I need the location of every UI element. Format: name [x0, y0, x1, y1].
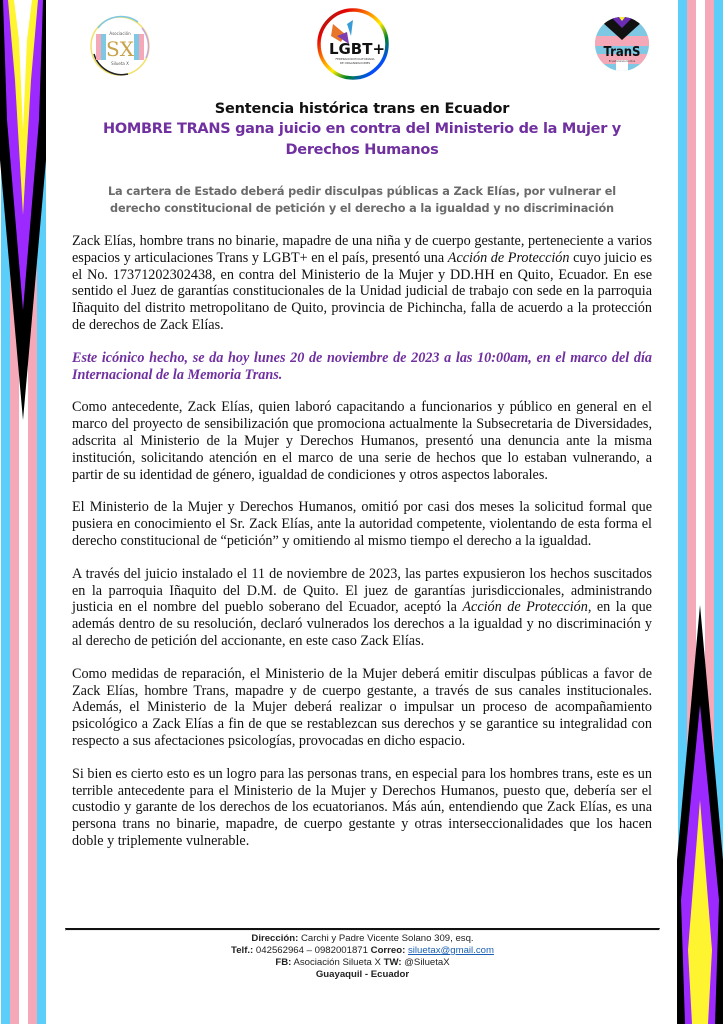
trans-mark: TranS	[603, 45, 641, 60]
document-headline: HOMBRE TRANS gana juicio en contra del Ministerio de la Mujer y Derechos Humanos	[103, 121, 621, 158]
lead-highlight: Este icónico hecho, se da hoy lunes 20 de noviembre de 2023 a las 10:00am, en el marco del día Internacional de la Memoria Trans.	[72, 349, 652, 383]
sx-mark: SX	[106, 37, 134, 61]
svg-text:Silueta X: Silueta X	[111, 61, 129, 66]
letterhead-footer	[65, 928, 660, 981]
paragraph-5: Como medidas de reparación, el Ministerio de la Mujer deberá emitir disculpas públicas a favor de Zack Elías, hombre Trans, mapadre y de cuerpo gestante, a través de sus canales institucionales. Además, el Ministerio de la Mujer deberá realizar o impulsar un proceso de acompañamiento psicológico a Zack Elías a fin de que se restablezcan sus derechos y se garantice su integralidad con respecto a sus afectaciones psicologías, provocadas en dicho espacio.	[72, 665, 652, 749]
paragraph-2: Como antecedente, Zack Elías, quien laboró capacitando a funcionarios y público en general en el marco del proyecto de sensibilización que promociona actualmente la Subsecretaria de Diversidades, adscrita al Ministerio de la Mujer y Derechos Humanos, presentó una denuncia ante la misma institución, solicitando atención en el marco de una serie de hechos que lo estaban vulnerando, a partir de su identidad de género, igualdad de condiciones y otros aspectos laborales.	[72, 399, 652, 483]
trans-ecuador-logo	[594, 16, 650, 72]
paragraph-4-text-a: A través del juicio instalado el 11 de noviembre de 2023, las partes expusieron los hechos suscitados en la parroquia Iñaquito del D.M. de Quito. El juez de garantías jurisdiccionales, administrando justicia en el nombre del pueblo soberano del Ecuador, aceptó la	[72, 565, 652, 616]
footer-contact: Telf.: 042562964 – 0982001871 Correo: siluetax@gmail.com	[231, 945, 494, 956]
svg-text:Ecuatorianos Unidos: Ecuatorianos Unidos	[608, 60, 636, 63]
press-release	[72, 100, 652, 850]
footer-social: FB: Asociación Silueta X TW: @SiluetaX	[275, 957, 450, 968]
paragraph-4	[72, 566, 652, 650]
paragraph-1	[72, 233, 652, 334]
svg-text:LGBT+: LGBT+	[328, 40, 386, 58]
svg-text:DE ORGANIZACIONES: DE ORGANIZACIONES	[339, 61, 371, 65]
email-link[interactable]: siluetax@gmail.com	[407, 945, 494, 956]
svg-text:Asociación: Asociación	[109, 31, 131, 36]
document-subtitle: La cartera de Estado deberá pedir disculpas públicas a Zack Elías, por vulnerar el derecho constitucional de petición y el derecho a la igualdad y no discriminación	[107, 185, 616, 215]
paragraph-3: El Ministerio de la Mujer y Derechos Humanos, omitió por casi dos meses la solicitud formal que pusiera en conocimiento el Sr. Zack Elías, ante la autoridad competente, violentando de esta forma el derecho constitucional de “petición” y omitiendo al mismo tiempo el derecho a la igualdad.	[72, 499, 652, 549]
paragraph-4-text-b: en la que además dentro de su resolución, declaró vulnerados los derechos a la igualdad y no discriminación y al derecho de petición del accionante, en este caso Zack Elías.	[72, 599, 652, 649]
paragraph-6: Si bien es cierto esto es un logro para las personas trans, en especial para los hombres trans, este es un terrible antecedente para el Ministerio de la Mujer y Derechos Humanos, puesto que, debería ser el custodio y garante de los derechos de los ecuatorianos. Más aún, entendiendo que Zack Elías, es una persona trans no binarie, mapadre, de cuerpo gestante y otras interseccionalidades que los hacen doble y triplemente vulnerable.	[72, 765, 652, 849]
footer-address: Dirección: Carchi y Padre Vicente Solano 309, esq.	[251, 933, 474, 944]
document-title: Sentencia histórica trans en Ecuador	[214, 101, 510, 117]
paragraph-1-text-a: Zack Elías, hombre trans no binarie, mapadre de una niña y de cuerpo gestante, perteneciente a varios espacios y articulaciones Trans y LGBT+ en el país, presentó una	[72, 233, 652, 266]
svg-text:FEDERACIÓN ECUATORIANA: FEDERACIÓN ECUATORIANA	[335, 57, 375, 61]
right-flag-stripe	[677, 0, 724, 1024]
footer-divider	[65, 928, 660, 931]
paragraph-1-text-b: cuyo juicio es el No. 17371202302438, en contra del Ministerio de la Mujer y DD.HH en Quito, Ecuador. En ese sentido el Juez de garantías constitucionales de la Unidad judicial de trabajo con sede en la parroquia Iñaquito del distrito metropolitano de Quito, provincia de Pichincha, falla de acuerdo a la protección de derechos de Zack Elías.	[72, 249, 653, 333]
left-flag-stripe	[0, 0, 48, 1024]
paragraph-1-italic: Acción de Protección	[447, 249, 570, 266]
lgbt-federation-logo	[315, 6, 391, 82]
footer-city: Guayaquil - Ecuador	[315, 969, 410, 980]
paragraph-4-italic: Acción de Protección,	[462, 599, 592, 616]
silueta-x-logo	[88, 14, 152, 78]
